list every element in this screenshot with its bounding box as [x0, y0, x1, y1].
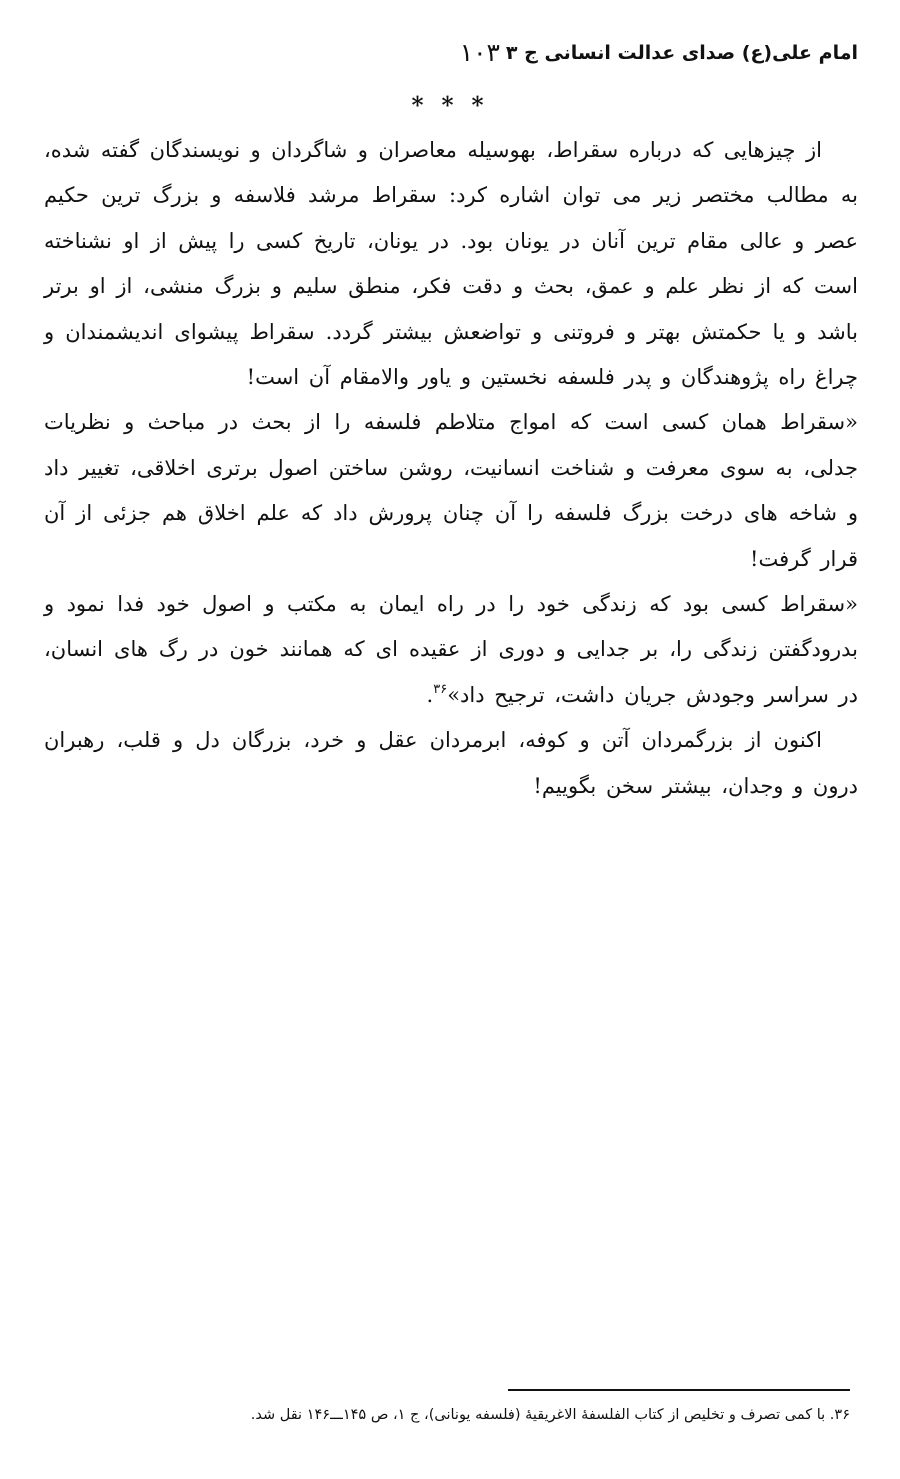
page-number: ۱۰۳	[459, 38, 500, 67]
paragraph	[44, 400, 858, 582]
paragraph-text: از چیزهایی که درباره سقراط، بهوسیله معاصران و شاگردان و نویسندگان گفته شده، به مطالب مختصر زیر می توان اشاره کرد: سقراط مرشد فلاسفه و بزرگ ترین حکیم عصر و عالی مقام ترین آنان در یونان بود. در یونان، تاریخ کسی را پیش از او نشناخته است که از نظر علم و عمق، بحث و دقت فکر، منطق سلیم و بزرگ منشی، از او برتر باشد و یا حکمتش بهتر و فروتنی و تواضعش بیشتر گردد. سقراط پیشوای اندیشمندان و چراغ راه پژوهندگان و پدر فلسفه نخستین و یاور والامقام آن است!	[44, 138, 858, 390]
body-text	[44, 128, 858, 809]
footnote: ۳۶. با کمی تصرف و تخلیص از کتاب الفلسفهٔ الاغریقیهٔ (فلسفه یونانی)، ج ۱، ص ۱۴۵ـــ۱۴۶ نقل شد.	[250, 1407, 850, 1423]
footnote-reference[interactable]: ۳۶	[433, 681, 448, 697]
paragraph-trailing-punctuation: .	[426, 682, 434, 707]
paragraph-text: اکنون از بزرگمردان آتن و کوفه، ابرمردان عقل و خرد، بزرگان دل و قلب، رهبران درون و وجدان، بیشتر سخن بگوییم!	[44, 728, 858, 798]
paragraph	[44, 128, 858, 400]
running-header	[40, 38, 858, 78]
paragraph-text: «سقراط همان کسی است که امواج متلاطم فلسفه را از بحث در مباحث و نظریات جدلی، به سوی معرفت و شناخت انسانیت، روشن ساختن اصول برتری اخلاقی، تغییر داد و شاخه های درخت بزرگ فلسفه را آن چنان پرورش داد که علم اخلاق هم جزئی از آن قرار گرفت!	[44, 410, 858, 571]
section-separator: * * *	[411, 92, 489, 119]
paragraph	[44, 582, 858, 718]
book-title: امام علی(ع) صدای عدالت انسانی ج ۳	[505, 42, 858, 64]
paragraph-text: «سقراط کسی بود که زندگی خود را در راه ایمان به مکتب و اصول خود فدا نمود و بدرودگفتن زندگی را، بر جدایی و دوری از عقیده ای که همانند خون در رگ های انسان، در سراسر وجودش جریان داشت، ترجیح داد»	[44, 592, 858, 707]
paragraph	[44, 718, 858, 809]
footnote-divider	[508, 1389, 850, 1391]
